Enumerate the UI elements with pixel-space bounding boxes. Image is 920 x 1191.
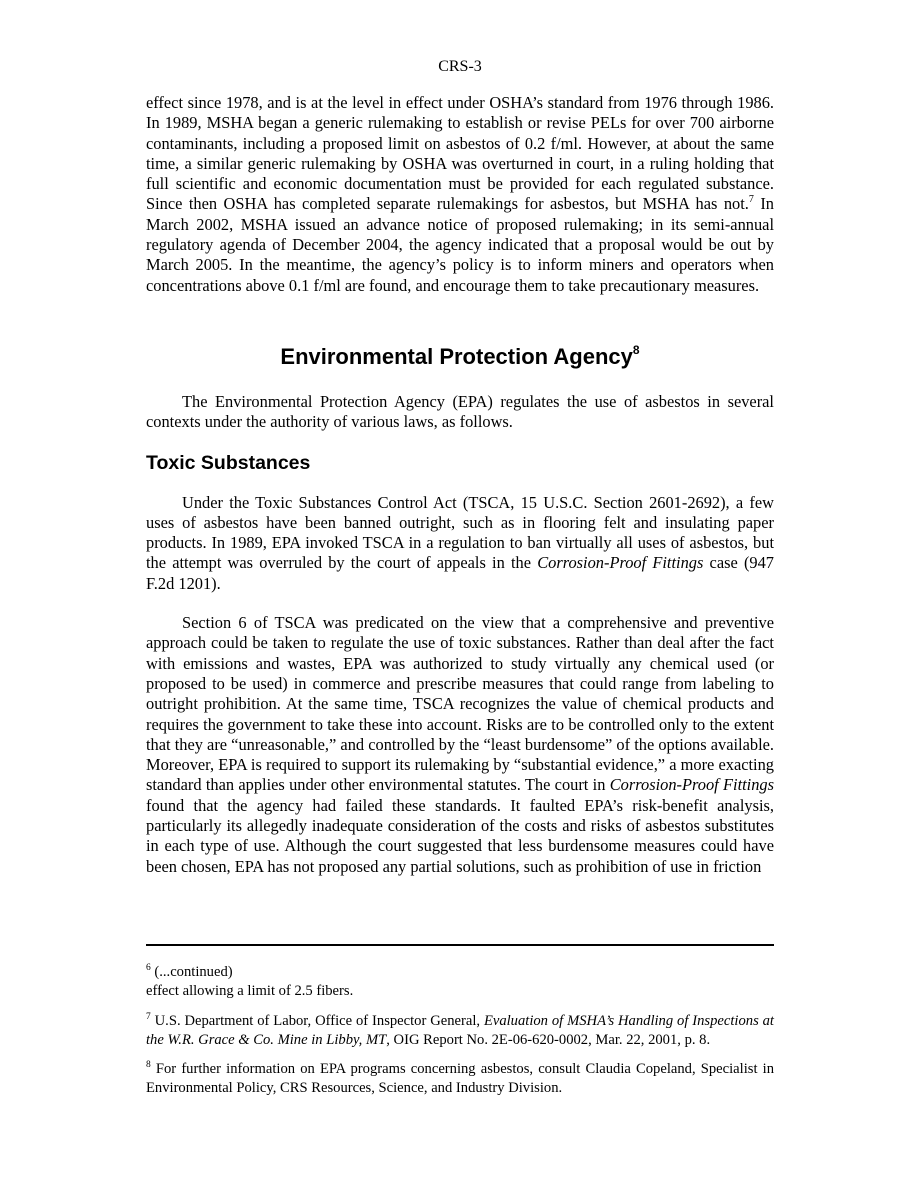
paragraph-text: In March 2002, MSHA issued an advance notice of proposed rulemaking; in its semi-annual regulatory agenda of December 2004, the agency indicated that a proposal would be out by March 2005. In the meantime, the agency’s policy is to inform miners and operators when concentrations above 0.1 f/ml are found, and encourage them to take precautionary measures. <box>146 194 774 295</box>
subsection-heading-toxic-substances: Toxic Substances <box>146 451 311 474</box>
paragraph-text: case (947 F.2d 1201). <box>146 553 774 593</box>
footnote-7 <box>146 1012 774 1051</box>
footnote-text: (...continued) <box>150 964 233 980</box>
footnote-8 <box>146 1060 774 1099</box>
paragraph-gap <box>146 594 774 613</box>
case-name-italic: Corrosion-Proof Fittings <box>609 775 774 795</box>
footnote-mark: 6 <box>146 963 151 973</box>
report-title-italic: Evaluation of MSHA’s Handling of Inspections at the W.R. Grace & Co. Mine in Libby, MT <box>146 1012 774 1048</box>
footnotes-section <box>146 963 774 1109</box>
paragraph-text: effect since 1978, and is at the level in effect under OSHA’s standard from 1976 through 1986. In 1989, MSHA began a generic rulemaking to establish or revise PELs for over 700 airborne contaminants, including a proposed limit on asbestos of 0.2 f/ml. However, at about the same time, a similar generic rulemaking by OSHA was overturned in court, in a ruling holding that full scientific and economic documentation must be provided for each regulated substance. Since then OSHA has completed separate rulemakings for asbestos, but MSHA has not. <box>146 93 774 214</box>
paragraph-text: found that the agency had failed these standards. It faulted EPA’s risk-benefit analysis, particularly its allegedly inadequate consideration of the costs and risks of asbestos substitutes in each type of use. Although the court suggested that less burdensome measures could have been chosen, EPA has not proposed any partial solutions, such as prohibition of use in friction <box>146 795 774 876</box>
body-paragraph-tsca <box>146 493 774 594</box>
body-paragraph-section6 <box>146 613 774 877</box>
paragraph-text: Under the Toxic Substances Control Act (TSCA, 15 U.S.C. Section 2601-2692), a few uses of asbestos have been banned outright, such as in flooring felt and insulating paper products. In 1989, EPA invoked TSCA in a regulation to ban virtually all uses of asbestos, but the attempt was overruled by the court of appeals in the <box>146 492 774 573</box>
page-number-header: CRS-3 <box>438 58 482 75</box>
footnote-line: effect allowing a limit of 2.5 fibers. <box>146 983 354 1000</box>
body-paragraph-epa-intro: The Environmental Protection Agency (EPA) regulates the use of asbestos in several contexts under the authority of various laws, as follows. <box>146 391 774 432</box>
footnote-text: , OIG Report No. 2E-06-620-0002, Mar. 22, 2001, p. 8. <box>386 1031 711 1048</box>
footnote-text: U.S. Department of Labor, Office of Inspector General, <box>150 1012 484 1029</box>
section-heading-epa <box>146 344 774 370</box>
body-paragraph-msha <box>146 93 774 296</box>
footnote-mark: 7 <box>146 1011 151 1022</box>
footnote-line <box>146 963 774 982</box>
footnote-mark: 8 <box>146 1060 151 1071</box>
document-body <box>146 93 774 877</box>
case-name-italic: Corrosion-Proof Fittings <box>537 553 704 573</box>
section-heading-text: Environmental Protection Agency <box>280 343 633 369</box>
footnote-ref-8[interactable]: 8 <box>632 342 640 357</box>
footnote-text: For further information on EPA programs concerning asbestos, consult Claudia Copeland, Specialist in Environmental Policy, CRS Resources, Science, and Industry Division. <box>146 1061 774 1097</box>
footnote-ref-7[interactable]: 7 <box>748 194 754 206</box>
footnote-line <box>146 1012 774 1051</box>
footnote-6 <box>146 963 774 1002</box>
footnote-line <box>146 1060 774 1099</box>
paragraph-text: Section 6 of TSCA was predicated on the view that a comprehensive and preventive approach could be taken to regulate the use of toxic substances. Rather than deal after the fact with emissions and wastes, EPA was authorized to study virtually any chemical used (or proposed to be used) in commerce and prescribe measures that could range from labeling to outright prohibition. At the same time, TSCA recognizes the value of chemical products and requires the government to take these into account. Risks are to be controlled only to the extent that they are “unreasonable,” and controlled by the “least burdensome” of the options available. Moreover, EPA is required to support its rulemaking by “substantial evidence,” a more exacting standard than applies under other environmental statutes. The court in <box>146 613 774 795</box>
footnote-divider <box>146 944 774 946</box>
